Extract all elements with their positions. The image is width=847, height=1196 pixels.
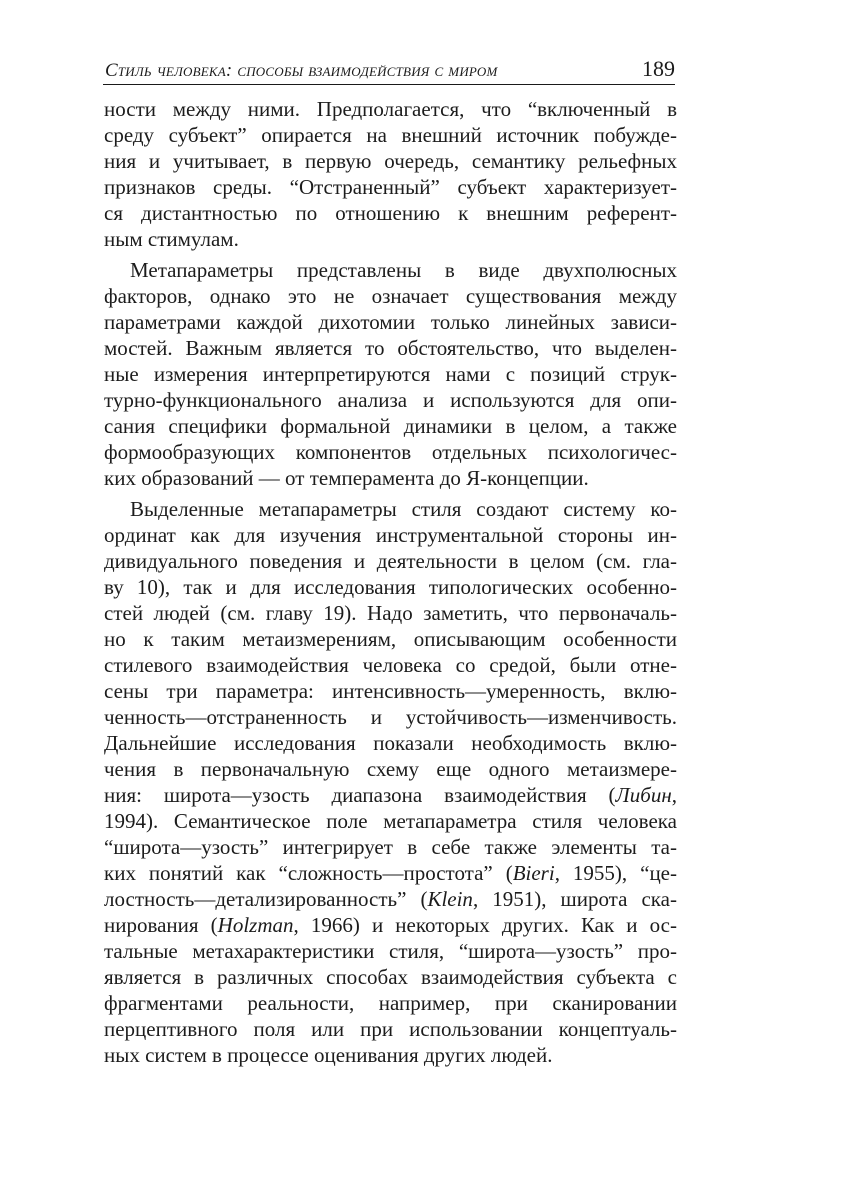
page-number: 189	[642, 56, 675, 81]
text-line: является в различных способах взаимодействия субъекта с	[104, 965, 677, 989]
text-line: Выделенные метапараметры стиля создают систему ко-	[130, 497, 677, 521]
text-line: ным стимулам.	[104, 227, 239, 251]
text-line: нирования (Holzman, 1966) и некоторых других. Как и ос-	[104, 913, 677, 937]
text-line: ву 10), так и для исследования типологических особенно-	[104, 575, 677, 599]
text-line: сания специфики формальной динамики в целом, а также	[104, 414, 677, 438]
text-line: факторов, однако это не означает существования между	[104, 284, 677, 308]
text-line: ких понятий как “сложность—простота” (Bieri, 1955), “це-	[104, 861, 677, 885]
text-line: Дальнейшие исследования показали необходимость вклю-	[104, 731, 677, 755]
cited-author: Bieri	[512, 861, 555, 885]
text-line: чения в первоначальную схему еще одного метаизмере-	[104, 757, 677, 781]
text-line: ченность—отстраненность и устойчивость—изменчивость.	[104, 705, 677, 729]
text-line: 1994). Семантическое поле метапараметра стиля человека	[104, 809, 677, 833]
paragraph	[104, 96, 677, 252]
text-line: ких образований — от темперамента до Я-концепции.	[104, 466, 589, 490]
text-line: Метапараметры представлены в виде двухполюсных	[130, 258, 677, 282]
text-line: стилевого взаимодействия человека со средой, были отне-	[104, 653, 677, 677]
text-line: ся дистантностью по отношению к внешним референт-	[104, 201, 677, 225]
text-line: дивидуального поведения и деятельности в целом (см. гла-	[104, 549, 677, 573]
running-title: Стиль человека: способы взаимодействия с миром	[105, 60, 498, 81]
text-line: турно-функционального анализа и используются для опи-	[104, 388, 677, 412]
paragraph	[104, 496, 677, 1068]
text-line: лостность—детализированность” (Klein, 1951), широта ска-	[104, 887, 677, 911]
text-line: ных систем в процессе оценивания других людей.	[104, 1043, 553, 1067]
text-line: ности между ними. Предполагается, что “включенный в	[104, 97, 677, 121]
text-line: среду субъект” опирается на внешний источник побужде-	[104, 123, 677, 147]
text-line: формообразующих компонентов отдельных психологичес-	[104, 440, 677, 464]
text-line: стей людей (см. главу 19). Надо заметить, что первоначаль-	[104, 601, 677, 625]
text-line: ния: широта—узость диапазона взаимодействия (Либин,	[104, 783, 677, 807]
running-header	[103, 56, 675, 85]
text-line: ные измерения интерпретируются нами с позиций струк-	[104, 362, 677, 386]
text-line: сены три параметра: интенсивность—умеренность, вклю-	[104, 679, 677, 703]
paragraph	[104, 257, 677, 491]
text-line: тальные метахарактеристики стиля, “широта—узость” про-	[104, 939, 677, 963]
text-line: “широта—узость” интегрирует в себе также элементы та-	[104, 835, 677, 859]
text-line: перцептивного поля или при использовании концептуаль-	[104, 1017, 677, 1041]
cited-author: Holzman	[217, 913, 294, 937]
cited-author: Klein	[427, 887, 473, 911]
text-line: параметрами каждой дихотомии только линейных зависи-	[104, 310, 677, 334]
text-line: фрагментами реальности, например, при сканировании	[104, 991, 677, 1015]
text-line: признаков среды. “Отстраненный” субъект характеризует-	[104, 175, 677, 199]
text-line: но к таким метаизмерениям, описывающим особенности	[104, 627, 677, 651]
body-text	[104, 96, 677, 1068]
text-line: мостей. Важным является то обстоятельство, что выделен-	[104, 336, 677, 360]
text-line: ния и учитывает, в первую очередь, семантику рельефных	[104, 149, 677, 173]
cited-author: Либин	[615, 783, 672, 807]
text-line: ординат как для изучения инструментальной стороны ин-	[104, 523, 677, 547]
